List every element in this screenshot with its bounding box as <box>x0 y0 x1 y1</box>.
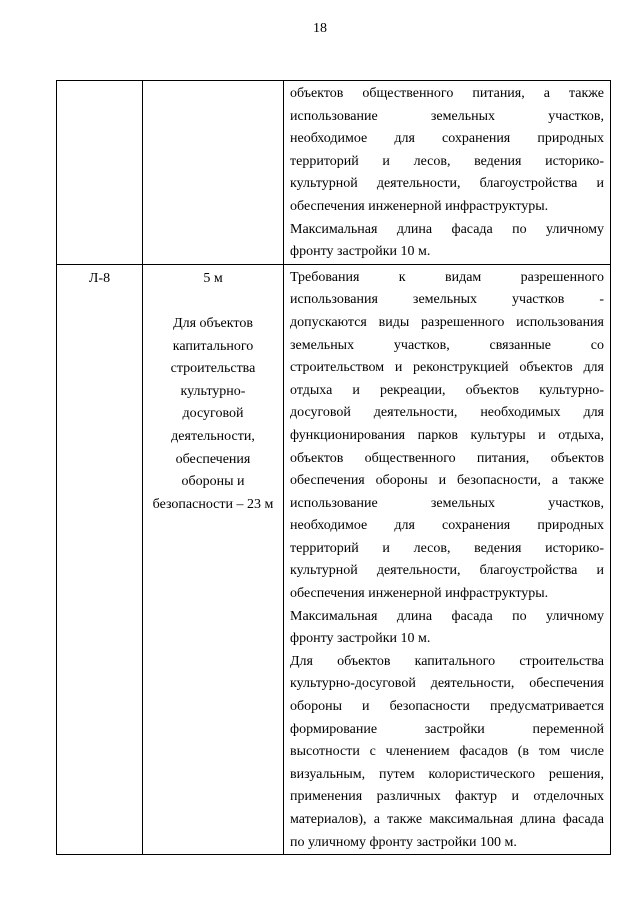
text-line: культурной деятельности, благоустройства и <box>290 176 604 192</box>
text-line: отдыха и рекреации, объектов культурно- <box>290 382 604 398</box>
text-line: строительством и реконструкцией объектов для <box>290 360 604 376</box>
text-line: применения различных фактур и отделочных <box>290 789 604 805</box>
text-line: обеспечения обороны и безопасности, а также <box>290 473 604 489</box>
text-line: необходимое для сохранения природных <box>290 518 604 534</box>
paragraph <box>290 651 604 854</box>
text-line: материалов), а также максимальная длина фасада <box>290 812 604 827</box>
text-line: Максимальная длина фасада по уличному <box>290 608 604 624</box>
text-line: культурно-досуговой деятельности, обеспечения <box>290 676 604 692</box>
zone-code-cell: Л-8 <box>57 264 143 854</box>
text-line: фронту застройки 10 м. <box>290 631 431 647</box>
text-line: высотности с членением фасадов (в том числе <box>290 744 604 760</box>
text-line: объектов общественного питания, объектов <box>290 450 604 466</box>
text-line: визуальным, путем колористического решения, <box>290 766 604 782</box>
text-line: использования земельных участков - <box>290 292 604 308</box>
text-line: функционирования парков культуры и отдыха, <box>290 427 604 443</box>
text-line: допускаются виды разрешенного использования <box>290 314 604 330</box>
text-line: обеспечения инженерной инфраструктуры. <box>290 198 549 214</box>
zone-code-cell <box>57 81 143 265</box>
requirements-cell <box>284 81 611 265</box>
text-line: фронту застройки 10 м. <box>290 244 431 260</box>
text-line: использование земельных участков, <box>290 108 604 124</box>
height-note-line: обеспечения <box>175 451 251 467</box>
text-line: по уличному фронту застройки 100 м. <box>290 834 517 850</box>
paragraph <box>290 219 604 264</box>
text-line: культурной деятельности, благоустройства и <box>290 563 604 579</box>
height-value: 5 м <box>203 270 223 286</box>
text-line: обороны и безопасности предусматривается <box>290 699 604 715</box>
height-note-line: Для объектов <box>173 315 253 331</box>
paragraph <box>290 83 604 219</box>
text-line: необходимое для сохранения природных <box>290 131 604 147</box>
height-note-line: строительства <box>170 361 256 377</box>
text-line: Максимальная длина фасада по уличному <box>290 221 604 237</box>
paragraph <box>290 267 604 606</box>
text-line: объектов общественного питания, а также <box>290 86 604 101</box>
table-row <box>57 264 611 854</box>
text-line: Требования к видам разрешенного <box>290 269 604 285</box>
text-line: земельных участков, связанные со <box>290 337 604 353</box>
height-note-line: культурно- <box>180 383 246 399</box>
text-line: формирование застройки переменной <box>290 721 604 737</box>
height-note-line: деятельности, <box>171 428 255 444</box>
zoning-table <box>56 80 611 855</box>
text-line: Для объектов капитального строительства <box>290 653 604 669</box>
paragraph <box>290 606 604 651</box>
height-cell <box>143 81 284 265</box>
page-number: 18 <box>313 21 327 36</box>
text-line: обеспечения инженерной инфраструктуры. <box>290 586 549 602</box>
height-note-line: безопасности – 23 м <box>152 496 274 512</box>
height-note-line: капитального <box>172 338 254 354</box>
height-note-line: обороны и <box>181 474 245 490</box>
text-line: досуговой деятельности, необходимых для <box>290 405 604 421</box>
requirements-cell <box>284 264 611 854</box>
text-line: использование земельных участков, <box>290 495 604 511</box>
height-cell <box>143 264 284 854</box>
height-note-line: досуговой <box>182 406 244 422</box>
text-line: территорий и лесов, ведения историко- <box>290 153 604 169</box>
table-row <box>57 81 611 265</box>
text-line: территорий и лесов, ведения историко- <box>290 540 604 556</box>
